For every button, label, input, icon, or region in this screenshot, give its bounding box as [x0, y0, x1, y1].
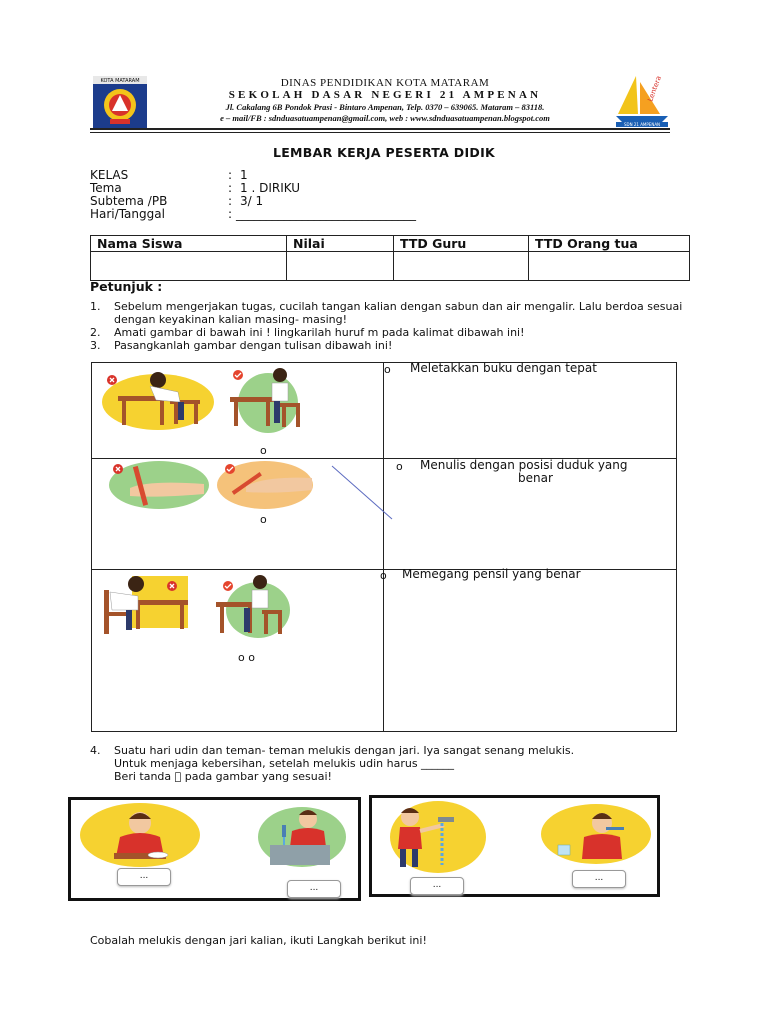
option-bullet[interactable]: o — [396, 460, 403, 473]
answer-box[interactable]: ... — [572, 870, 626, 888]
info-sep: : — [228, 207, 233, 221]
instruction-text: Sebelum mengerjakan tugas, cucilah tangan kalian dengan sabun dan air mengalir. Lalu berdoa sesuai dengan keyakinan kalian masing- masing! — [114, 300, 683, 326]
good-posture-illustration[interactable] — [214, 572, 292, 640]
washing-hands-illustration[interactable] — [378, 799, 488, 875]
header-score: Nilai — [287, 236, 394, 252]
matching-divider — [383, 362, 384, 732]
match-point[interactable]: o — [260, 444, 267, 457]
letterhead-agency: DINAS PENDIDIKAN KOTA MATARAM — [280, 77, 490, 89]
bad-posture-illustration[interactable] — [102, 570, 190, 636]
letterhead-contact: e – mail/FB : sdnduasatuampenan@gmail.com, web : www.sdnduasatuampenan.blogspot.com — [220, 113, 550, 123]
brushing-teeth-illustration[interactable] — [540, 803, 652, 865]
eating-dirty-hands-illustration[interactable] — [78, 801, 202, 869]
bad-sitting-illustration[interactable] — [100, 366, 216, 432]
list-item: 1. Sebelum mengerjakan tugas, cucilah tangan kalian dengan sabun dan air mengalir. Lalu berdoa sesuai dengan keyakinan kalian masing- masing! — [90, 300, 690, 326]
info-sep: : — [228, 181, 233, 195]
closing-instruction: Cobalah melukis dengan jari kalian, ikuti Langkah berikut ini! — [90, 934, 427, 947]
date-blank[interactable]: ______________________________ — [236, 207, 416, 221]
option-hold-pencil: Memegang pensil yang benar — [402, 567, 581, 581]
info-value-tema: 1 . DIRIKU — [240, 181, 301, 195]
info-label-tema: Tema — [90, 181, 122, 195]
question-4-line1: Suatu hari udin dan teman- teman melukis dengan jari. Iya sangat senang melukis. — [114, 744, 575, 757]
letterhead-rule — [90, 128, 670, 130]
left-logo — [92, 75, 148, 129]
info-sep: : — [228, 168, 233, 182]
handwashing-sink-illustration[interactable] — [256, 803, 348, 869]
answer-box[interactable]: ... — [287, 880, 341, 898]
drawn-matching-line — [330, 464, 396, 522]
parent-signature-cell[interactable] — [529, 252, 690, 281]
option-place-book: Meletakkan buku dengan tepat — [410, 361, 597, 375]
student-name-cell[interactable] — [91, 252, 287, 281]
info-value-kelas: 1 — [240, 168, 248, 182]
info-value-subtema: 3/ 1 — [240, 194, 264, 208]
bad-pencil-grip-illustration[interactable] — [108, 460, 210, 510]
good-sitting-illustration[interactable] — [224, 363, 308, 433]
list-item: 3. Pasangkanlah gambar dengan tulisan dibawah ini! — [90, 339, 393, 352]
instruction-text: Amati gambar di bawah ini ! lingkarilah huruf m pada kalimat dibawah ini! — [114, 326, 525, 339]
score-cell[interactable] — [287, 252, 394, 281]
good-pencil-grip-illustration[interactable] — [216, 460, 314, 510]
svg-text:KOTA MATARAM: KOTA MATARAM — [100, 78, 140, 84]
option-bullet[interactable]: o — [384, 363, 391, 376]
question-4: 4. Suatu hari udin dan teman- teman melukis dengan jari. Iya sangat senang melukis. Untuk menjaga kebersihan, setelah melukis udin harus ______ Beri tanda pada gambar yang sesuai! — [90, 744, 575, 783]
option-bullet[interactable]: o — [380, 569, 387, 582]
list-item: 2. Amati gambar di bawah ini ! lingkarilah huruf m pada kalimat dibawah ini! — [90, 326, 525, 339]
header-teacher-signature: TTD Guru — [394, 236, 529, 252]
letterhead-address: Jl. Cakalang 6B Pondok Prasi - Bintaro Ampenan, Telp. 0370 – 639065. Mataram – 83118. — [225, 102, 545, 112]
info-label-subtema: Subtema /PB — [90, 194, 168, 208]
right-logo — [612, 72, 674, 128]
option-writing-posture-cont: benar — [518, 471, 553, 485]
instructions-list — [90, 300, 690, 352]
question-4-line3: Beri tanda pada gambar yang sesuai! — [114, 770, 322, 783]
svg-text:SDN 21 AMPENAN: SDN 21 AMPENAN — [623, 122, 661, 127]
answer-box[interactable]: ... — [410, 877, 464, 895]
match-point[interactable]: o — [260, 513, 267, 526]
question-4-line2: Untuk menjaga kebersihan, setelah melukis udin harus ______ — [114, 757, 455, 770]
teacher-signature-cell[interactable] — [394, 252, 529, 281]
info-sep: : — [228, 194, 233, 208]
match-points[interactable]: o o — [238, 651, 255, 664]
header-parent-signature: TTD Orang tua — [529, 236, 690, 252]
instructions-heading: Petunjuk : — [90, 279, 163, 294]
info-label-date: Hari/Tanggal — [90, 207, 165, 221]
info-label-kelas: KELAS — [90, 168, 129, 182]
worksheet-title: LEMBAR KERJA PESERTA DIDIK — [272, 145, 496, 160]
answer-box[interactable]: ... — [117, 868, 171, 886]
instruction-text: Pasangkanlah gambar dengan tulisan dibawah ini! — [114, 339, 393, 352]
header-student-name: Nama Siswa — [91, 236, 287, 252]
student-table — [90, 235, 690, 281]
option-writing-posture: Menulis dengan posisi duduk yang — [420, 458, 628, 472]
svg-text:Lentera: Lentera — [646, 74, 664, 103]
letterhead-school: SEKOLAH DASAR NEGERI 21 AMPENAN — [228, 89, 542, 101]
letterhead-rule-thin — [90, 132, 670, 133]
